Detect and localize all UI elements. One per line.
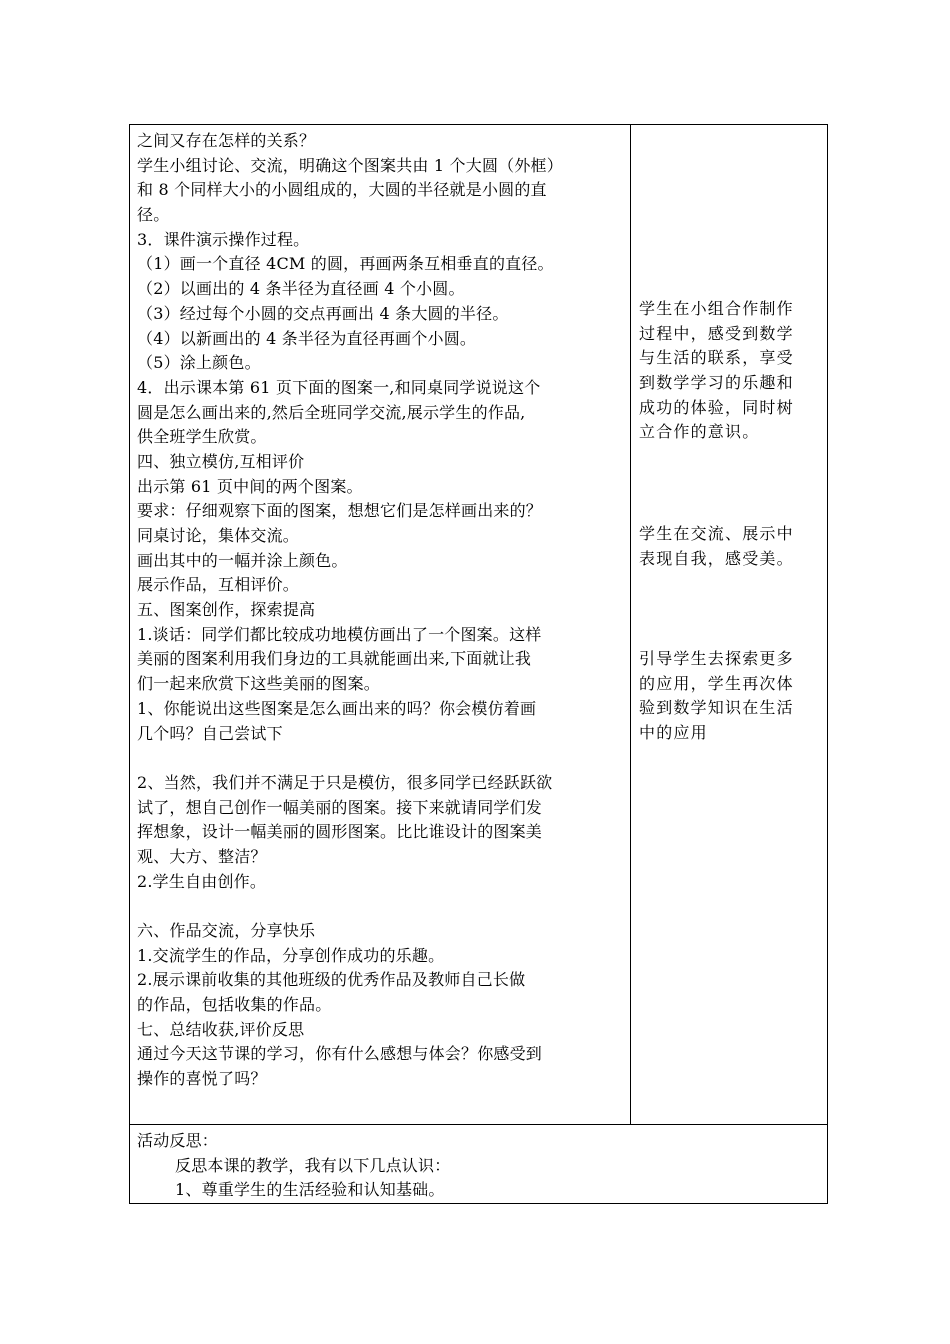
paragraph-line: 几个吗？自己尝试下 (137, 723, 283, 743)
paragraph-line: （4）以新画出的 4 条半径为直径再画个小圆。 (137, 328, 477, 348)
paragraph-line: 1、你能说出这些图案是怎么画出来的吗？你会模仿着画 (137, 698, 537, 718)
side-note-application (639, 647, 825, 746)
paragraph-line: （5）涂上颜色。 (137, 353, 261, 373)
paragraph-line: 3．课件演示操作过程。 (137, 229, 310, 249)
lesson-plan-table (129, 124, 828, 1204)
paragraph-line: 2、当然，我们并不满足于只是模仿，很多同学已经跃跃欲 (137, 772, 553, 792)
paragraph-line: 四、独立模仿,互相评价 (137, 451, 305, 471)
paragraph-line: 画出其中的一幅并涂上颜色。 (137, 550, 348, 570)
paragraph-line: 操作的喜悦了吗？ (137, 1069, 267, 1089)
paragraph-line: （3）经过每个小圆的交点再画出 4 条大圆的半径。 (137, 303, 509, 323)
reflection-row (130, 1125, 828, 1204)
paragraph-line: 展示作品，互相评价。 (137, 575, 300, 595)
side-note-cooperation (639, 297, 825, 445)
paragraph-line: 4．出示课本第 61 页下面的图案一,和同桌同学说说这个 (137, 377, 541, 397)
paragraph-line: 七、总结收获,评价反思 (137, 1019, 305, 1039)
content-row (130, 125, 828, 1125)
paragraph-line: 要求：仔细观察下面的图案，想想它们是怎样画出来的？ (137, 501, 543, 521)
paragraph-line: 同桌讨论，集体交流。 (137, 526, 300, 545)
paragraph-line: 六、作品交流，分享快乐 (137, 921, 316, 940)
paragraph-line: 之间又存在怎样的关系？ (137, 131, 316, 150)
paragraph-line: 2.展示课前收集的其他班级的优秀作品及教师自己长做 (137, 970, 526, 990)
teaching-process-cell (130, 125, 631, 1125)
paragraph-line: 挥想象，设计一幅美丽的圆形图案。比比谁设计的图案美 (137, 822, 543, 842)
paragraph-line: 1.谈话：同学们都比较成功地模仿画出了一个图案。这样 (137, 624, 542, 644)
paragraph-line: 试了，想自己创作一幅美丽的图案。接下来就请同学们发 (137, 797, 543, 817)
paragraph-line: 2.学生自由创作。 (137, 871, 267, 891)
paragraph-line: 的作品，包括收集的作品。 (137, 995, 332, 1015)
paragraph-line: 径。 (137, 205, 170, 225)
paragraph-line: （2）以画出的 4 条半径为直径画 4 个小圆。 (137, 279, 465, 299)
side-note-line: 表现自我，感受美。 (639, 548, 794, 568)
reflection-cell (130, 1125, 828, 1204)
side-note-line: 学生在交流、展示中 (639, 524, 794, 543)
paragraph-line (137, 894, 624, 919)
design-intent-cell (631, 125, 828, 1125)
paragraph-line: 观、大方、整洁？ (137, 846, 267, 866)
side-note-line: 与生活的联系，享受 (639, 348, 794, 368)
paragraph-line: 五、图案创作，探索提高 (137, 600, 316, 620)
side-note-expression (639, 522, 825, 571)
paragraph-line: 出示第 61 页中间的两个图案。 (137, 476, 363, 496)
paragraph-line: 1.交流学生的作品，分享创作成功的乐趣。 (137, 945, 445, 965)
side-note-line: 学生在小组合作制作 (639, 299, 794, 318)
side-note-line: 到数学学习的乐趣和 (639, 373, 794, 393)
paragraph-line: （1）画一个直径 4CM 的圆，再画两条互相垂直的直径。 (137, 254, 554, 274)
paragraph-line: 美丽的图案利用我们身边的工具就能画出来,下面就让我 (137, 649, 532, 669)
reflection-heading: 活动反思： (137, 1131, 219, 1150)
side-note-line: 过程中，感受到数学 (639, 323, 794, 343)
side-note-line: 的应用，学生再次体 (639, 673, 794, 693)
side-note-line: 立合作的意识。 (639, 422, 760, 442)
side-note-line: 验到数学知识在生活 (639, 698, 794, 718)
reflection-line: 1、尊重学生的生活经验和认知基础。 (175, 1180, 445, 1200)
paragraph-line (137, 746, 624, 771)
side-note-line: 中的应用 (639, 723, 708, 743)
side-note-line: 成功的体验，同时树 (639, 397, 794, 417)
paragraph-line: 们一起来欣赏下这些美丽的图案。 (137, 674, 381, 694)
paragraph-line: 通过今天这节课的学习，你有什么感想与体会？你感受到 (137, 1044, 543, 1064)
side-note-line: 引导学生去探索更多 (639, 649, 794, 668)
reflection-line: 反思本课的教学，我有以下几点认识： (175, 1155, 451, 1175)
paragraph-line: 供全班学生欣赏。 (137, 427, 267, 447)
paragraph-line: 和 8 个同样大小的小圆组成的，大圆的半径就是小圆的直 (137, 180, 547, 200)
paragraph-line: 圆是怎么画出来的,然后全班同学交流,展示学生的作品, (137, 402, 526, 422)
paragraph-line: 学生小组讨论、交流，明确这个图案共由 1 个大圆（外框） (137, 155, 563, 175)
